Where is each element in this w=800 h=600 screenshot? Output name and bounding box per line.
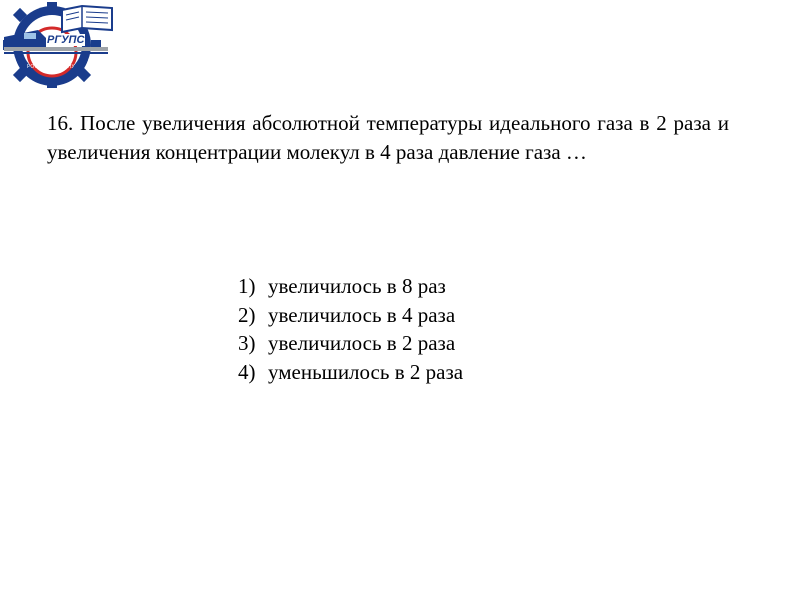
answer-number: 2) (238, 302, 256, 327)
answer-text: увеличилось в 8 раз (268, 274, 446, 298)
answer-text: увеличилось в 2 раза (268, 331, 456, 355)
answer-option[interactable] (238, 301, 463, 330)
question-text: 16. После увеличения абсолютной температуры идеального газа в 2 раза и увеличения концентрации молекул в 4 раза давление газа … (47, 111, 729, 164)
answer-text: уменьшилось в 2 раза (268, 359, 464, 384)
answer-option[interactable] (238, 329, 463, 358)
answer-list (238, 272, 463, 386)
logo-abbreviation: РГУПС (47, 34, 85, 46)
answer-text: увеличилось в 4 раза (268, 302, 456, 327)
logo-city: РОСТОВ-НА-ДОНУ (27, 64, 75, 70)
answer-number: 1) (238, 274, 256, 298)
university-logo (0, 0, 114, 88)
answer-option[interactable] (238, 272, 463, 301)
answer-option[interactable] (238, 358, 463, 387)
answer-number: 3) (238, 331, 256, 355)
answer-number: 4) (238, 359, 256, 384)
